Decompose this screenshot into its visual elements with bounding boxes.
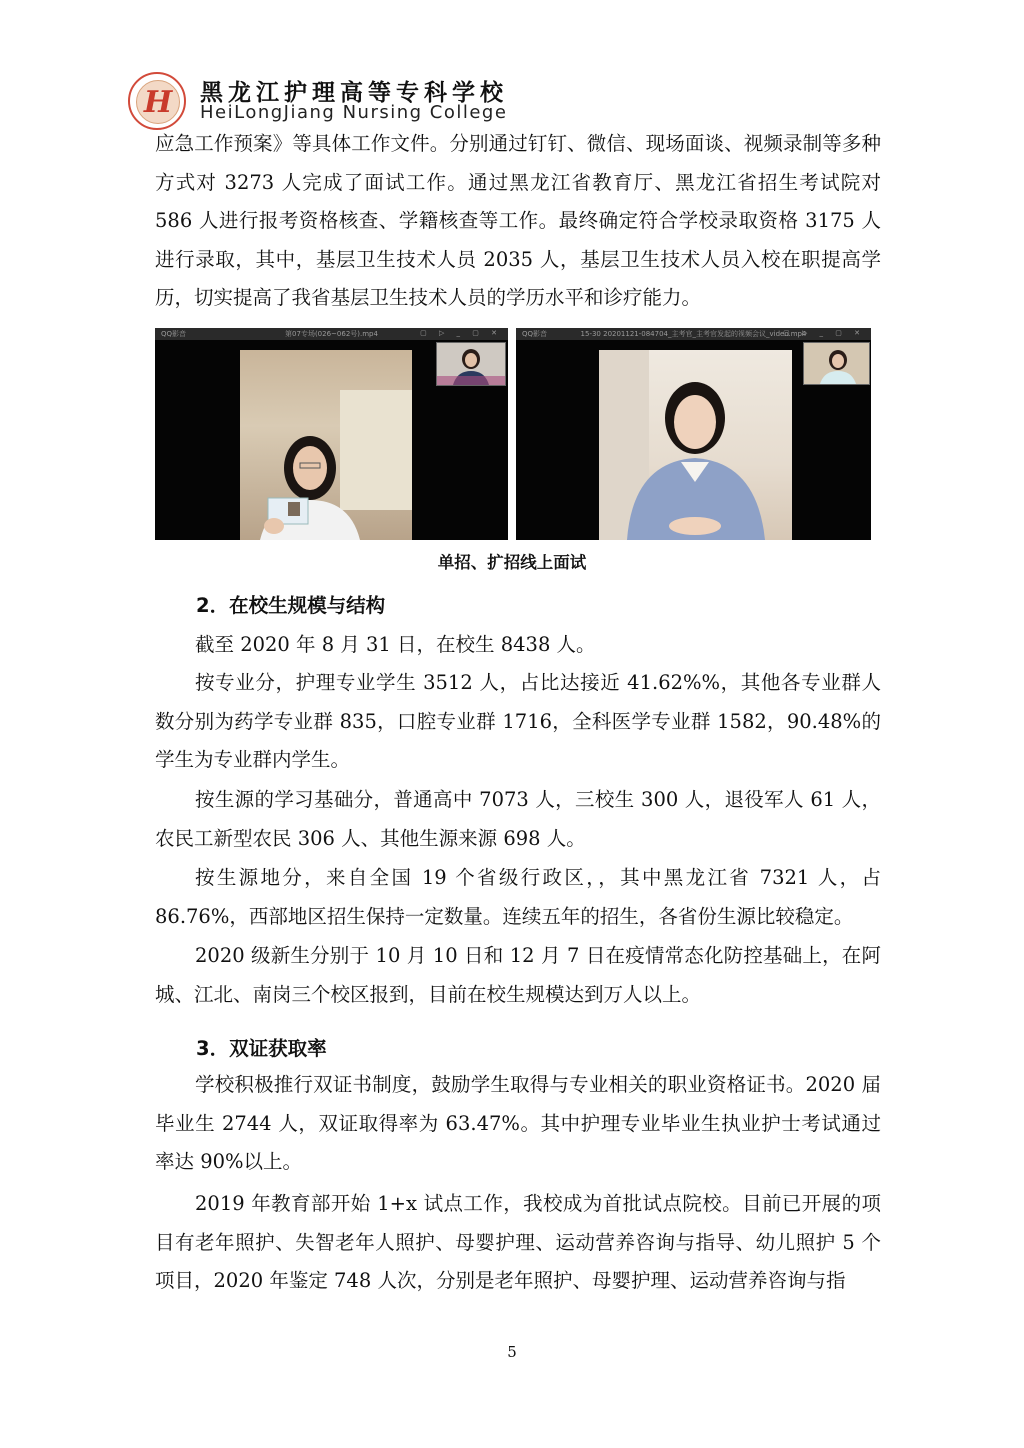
examiner-image (804, 343, 869, 384)
paragraph-by-background: 按生源的学习基础分，普通高中 7073 人，三校生 300 人，退役军人 61 人，农民工新型农民 306 人、其他生源来源 698 人。 (155, 788, 881, 850)
examiner-pip-video (803, 342, 870, 385)
paragraph-1x-pilot: 2019 年教育部开始 1+x 试点工作，我校成为首批试点院校。目前已开展的项目有老年照护、失智老年人照护、母婴护理、运动营养咨询与指导、幼儿照护 5 个项目，2020 年鉴定 748 人次，分别是老年照护、母婴护理、运动营养咨询与指 (155, 1192, 881, 1292)
section-heading-2: 2．在校生规模与结构 (196, 594, 386, 617)
paragraph-enrollment: 截至 2020 年 8 月 31 日，在校生 8438 人。 (195, 633, 596, 656)
applicant-image (599, 350, 792, 540)
player-window-controls: ▢ ▷ _ ▢ ✕ (420, 329, 502, 337)
player-file-name: 第07专场(026~062号).mp4 (285, 330, 378, 338)
examiner-pip-video (436, 342, 506, 386)
figure-caption: 单招、扩招线上面试 (437, 553, 587, 572)
school-logo (128, 72, 186, 130)
interview-screenshot-right (516, 328, 871, 540)
player-app-name: QQ影音 (161, 330, 187, 338)
paragraph-by-major: 按专业分，护理专业学生 3512 人，占比达接近 41.62%%，其他各专业群人数分别为药学专业群 835，口腔专业群 1716，全科医学专业群 1582，90.48%的学生为专业群内学生。 (155, 671, 881, 771)
player-file-name: 15-30 20201121-084704_主考官_主考官发起的视频会议_video.mp4 (580, 330, 807, 338)
player-window-controls: ▢ ▷ _ ▢ ✕ (783, 329, 865, 337)
player-app-name: QQ影音 (522, 330, 548, 338)
examiner-image (437, 343, 505, 385)
student-with-id-card-image (240, 350, 412, 540)
paragraph-new-students: 2020 级新生分别于 10 月 10 日和 12 月 7 日在疫情常态化防控基础上，在阿城、江北、南岗三个校区报到，目前在校生规模达到万人以上。 (155, 944, 881, 1006)
player-titlebar (155, 328, 508, 340)
interview-screenshot-left (155, 328, 508, 540)
player-titlebar (516, 328, 871, 340)
logo-letter: H (143, 85, 173, 120)
school-name-cn: 黑龙江护理高等专科学校 (200, 80, 508, 106)
page-number: 5 (507, 1343, 517, 1361)
school-name-en: HeiLongJiang Nursing College (200, 102, 508, 123)
logo-emblem (136, 80, 180, 124)
video-frame (240, 350, 412, 540)
video-frame (599, 350, 792, 540)
paragraph-by-region: 按生源地分，来自全国 19 个省级行政区，，其中黑龙江省 7321 人，占 86.76%，西部地区招生保持一定数量。连续五年的招生，各省份生源比较稳定。 (155, 866, 881, 928)
section-heading-3: 3．双证获取率 (196, 1037, 327, 1060)
paragraph-intro: 应急工作预案》等具体工作文件。分别通过钉钉、微信、现场面谈、视频录制等多种方式对 3273 人完成了面试工作。通过黑龙江省教育厅、黑龙江省招生考试院对 586 人进行报考资格核查、学籍核查等工作。最终确定符合学校录取资格 3175 人进行录取，其中，基层卫生技术人员 2035 人，基层卫生技术人员入校在职提高学历，切实提高了我省基层卫生技术人员的学历水平和诊疗能力。 (155, 132, 881, 309)
paragraph-dual-certificate: 学校积极推行双证书制度，鼓励学生取得与专业相关的职业资格证书。2020 届毕业生 2744 人，双证取得率为 63.47%。其中护理专业毕业生执业护士考试通过率达 90%以上。 (155, 1073, 881, 1173)
page-header (128, 66, 908, 128)
